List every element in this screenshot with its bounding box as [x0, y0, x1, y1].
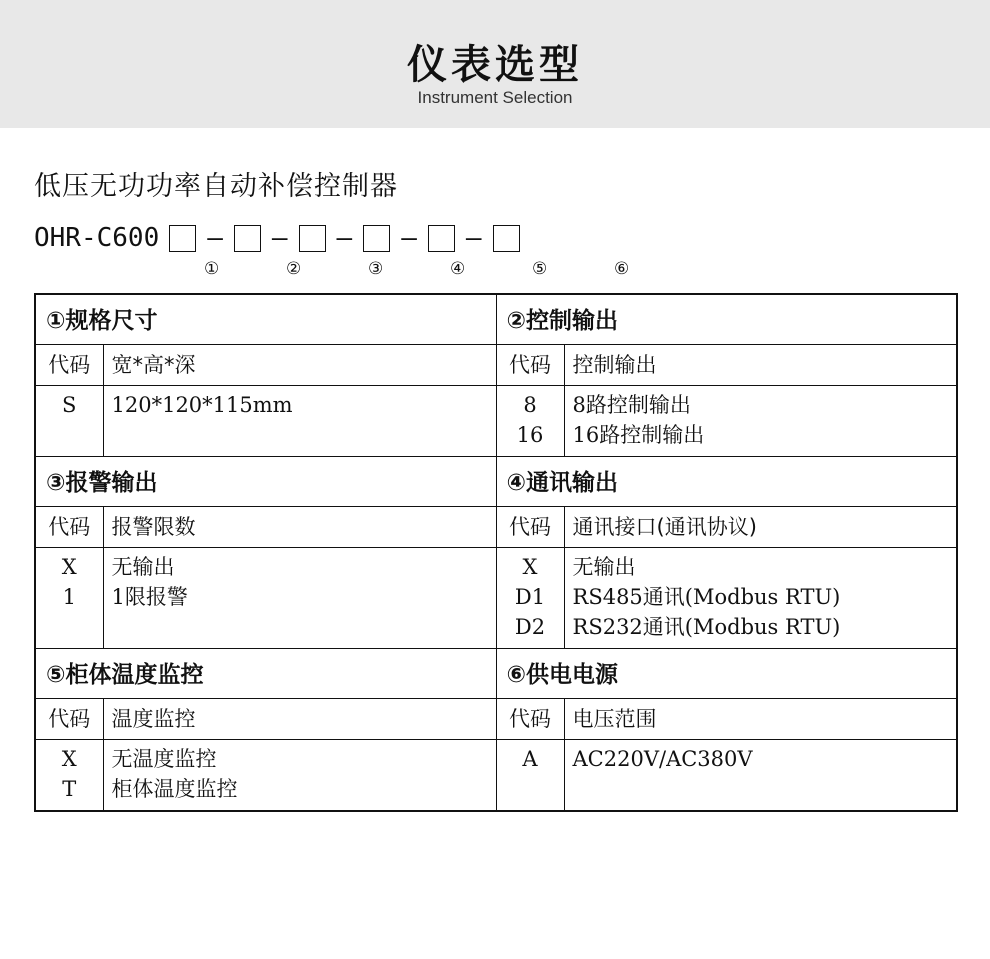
model-separator-4: – [401, 223, 417, 253]
code-value: X [522, 555, 538, 579]
desc-value-empty [573, 774, 949, 804]
code-value: A [522, 747, 538, 771]
page-subtitle: Instrument Selection [417, 88, 573, 107]
model-index-2: ② [286, 259, 302, 279]
col-header-desc-1 [103, 345, 496, 386]
code-value: 8 [523, 393, 537, 417]
code-value: T [62, 777, 77, 801]
col-header-code-2 [496, 345, 564, 386]
col-desc-label-2: 控制输出 [572, 353, 657, 377]
table-row [35, 740, 957, 812]
code-box-1[interactable] [169, 225, 196, 252]
code-value: S [62, 393, 77, 417]
col-header-code-5 [35, 699, 103, 740]
code-list-4 [497, 548, 564, 648]
desc-list-4 [565, 548, 957, 648]
code-list-5 [36, 740, 103, 810]
col-desc-label-1: 宽*高*深 [111, 353, 196, 377]
table-row [35, 294, 957, 345]
col-header-desc-3 [103, 507, 496, 548]
desc-value-empty [112, 612, 488, 642]
desc-value: RS485通讯(Modbus RTU) [572, 585, 841, 609]
col-header-code-1 [35, 345, 103, 386]
model-separator-3: – [336, 223, 353, 253]
code-value: 16 [516, 423, 544, 447]
model-index-3: ③ [368, 259, 384, 279]
model-prefix: OHR-C600 [34, 223, 160, 253]
code-value-empty [44, 420, 95, 450]
code-value-empty [44, 612, 95, 642]
col-desc-label-5: 温度监控 [111, 707, 196, 731]
product-name: 低压无功功率自动补偿控制器 [34, 171, 398, 202]
desc-cell-1 [103, 386, 496, 457]
col-code-label-3: 代码 [48, 515, 91, 539]
section-heading-cell-3 [35, 457, 496, 507]
col-desc-label-4: 通讯接口(通讯协议) [572, 515, 757, 539]
desc-list-5 [104, 740, 496, 810]
col-header-code-6 [496, 699, 564, 740]
model-index-1: ① [204, 259, 220, 279]
desc-value-empty [112, 420, 488, 450]
code-value: D1 [514, 585, 546, 609]
section-heading-comm-output: ④通讯输出 [506, 470, 618, 496]
col-code-label-1: 代码 [48, 353, 91, 377]
code-box-2[interactable] [234, 225, 261, 252]
desc-value: RS232通讯(Modbus RTU) [572, 615, 841, 639]
desc-value: AC220V/AC380V [572, 747, 753, 771]
code-box-6[interactable] [493, 225, 520, 252]
section-heading-cell-5 [35, 649, 496, 699]
section-heading-power-supply: ⑥供电电源 [506, 662, 618, 688]
desc-cell-6 [564, 740, 957, 812]
section-heading-spec-size: ①规格尺寸 [46, 308, 158, 334]
codes-cell-6 [496, 740, 564, 812]
codes-cell-1 [35, 386, 103, 457]
table-row [35, 386, 957, 457]
section-heading-cell-2 [496, 294, 957, 345]
desc-value: 无输出 [111, 555, 175, 579]
table-row [35, 345, 957, 386]
code-value: X [61, 747, 77, 771]
code-list-6 [497, 740, 564, 810]
desc-value: 无温度监控 [111, 747, 217, 771]
code-box-3[interactable] [299, 225, 326, 252]
desc-list-6 [565, 740, 957, 810]
code-list-1 [36, 386, 103, 456]
model-code-row [34, 219, 956, 257]
desc-cell-4 [564, 548, 957, 649]
desc-cell-5 [103, 740, 496, 812]
col-code-label-4: 代码 [509, 515, 552, 539]
section-heading-cell-6 [496, 649, 957, 699]
desc-list-2 [565, 386, 957, 456]
col-header-desc-2 [564, 345, 957, 386]
model-index-6: ⑥ [614, 259, 630, 279]
desc-value: 16路控制输出 [572, 423, 705, 447]
section-heading-alarm-output: ③报警输出 [46, 470, 158, 496]
code-value: 1 [62, 585, 76, 609]
code-box-4[interactable] [363, 225, 390, 252]
codes-cell-3 [35, 548, 103, 649]
model-slot-3 [299, 225, 326, 252]
desc-value: 120*120*115mm [111, 393, 293, 417]
desc-value: 1限报警 [111, 585, 188, 609]
model-index-5: ⑤ [532, 259, 548, 279]
desc-value: 柜体温度监控 [111, 777, 238, 801]
table-row [35, 507, 957, 548]
col-code-label-6: 代码 [509, 707, 552, 731]
code-value: X [61, 555, 77, 579]
col-desc-label-6: 电压范围 [572, 707, 657, 731]
col-code-label-2: 代码 [509, 353, 552, 377]
code-list-3 [36, 548, 103, 648]
col-desc-label-3: 报警限数 [111, 515, 196, 539]
section-heading-cell-1 [35, 294, 496, 345]
col-header-code-3 [35, 507, 103, 548]
model-slot-6 [493, 225, 520, 252]
model-slot-1 [169, 225, 196, 252]
content-area [0, 164, 990, 812]
desc-cell-2 [564, 386, 957, 457]
col-header-desc-6 [564, 699, 957, 740]
model-slot-5 [428, 225, 455, 252]
desc-list-1 [104, 386, 496, 456]
desc-cell-3 [103, 548, 496, 649]
model-slot-4 [363, 225, 390, 252]
selection-table [34, 293, 958, 812]
page-title: 仪表选型 [407, 42, 583, 88]
table-row [35, 548, 957, 649]
desc-value: 无输出 [572, 555, 636, 579]
model-separator-1: – [207, 223, 223, 253]
col-code-label-5: 代码 [48, 707, 91, 731]
col-header-desc-4 [564, 507, 957, 548]
code-list-2 [497, 386, 564, 456]
code-box-5[interactable] [428, 225, 455, 252]
model-separator-5: – [465, 223, 482, 253]
section-heading-control-output: ②控制输出 [506, 308, 618, 334]
desc-value: 8路控制输出 [572, 393, 691, 417]
model-index-row [34, 259, 956, 285]
code-value: D2 [514, 615, 546, 639]
col-header-code-4 [496, 507, 564, 548]
codes-cell-2 [496, 386, 564, 457]
table-row [35, 457, 957, 507]
col-header-desc-5 [103, 699, 496, 740]
desc-list-3 [104, 548, 496, 648]
table-row [35, 649, 957, 699]
codes-cell-5 [35, 740, 103, 812]
section-heading-cabinet-temp: ⑤柜体温度监控 [46, 662, 204, 688]
table-row [35, 699, 957, 740]
model-separator-2: – [271, 223, 288, 253]
page-banner [0, 0, 990, 128]
code-value-empty [505, 774, 556, 804]
codes-cell-4 [496, 548, 564, 649]
model-slot-2 [234, 225, 261, 252]
model-index-4: ④ [450, 259, 466, 279]
section-heading-cell-4 [496, 457, 957, 507]
